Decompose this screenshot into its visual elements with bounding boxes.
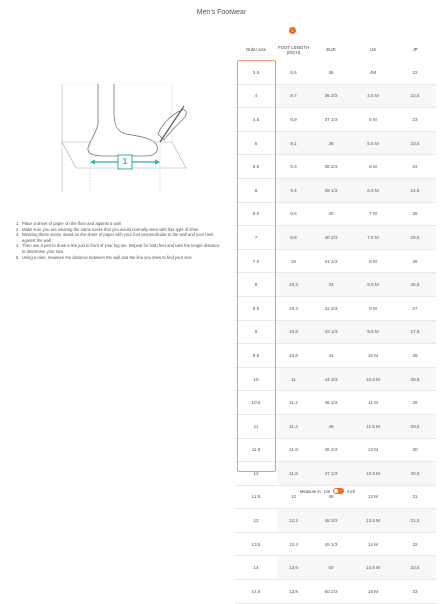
jp-cell: 22,5 (394, 84, 436, 108)
foot-length-cell: 12,2 (277, 509, 310, 533)
foot-length-cell: 12,4 (277, 532, 310, 556)
jp-cell: 29,5 (394, 414, 436, 438)
table-header (235, 40, 436, 59)
us-cell: 15 M (352, 580, 394, 604)
foot-length-cell: 9,3 (277, 155, 310, 179)
jp-cell: 30 (394, 438, 436, 462)
us-cell: 13.5 M (352, 509, 394, 533)
us-cell: 10 M (352, 344, 394, 368)
eur-cell: 42 (310, 273, 352, 297)
step-number-label: 1 (122, 157, 128, 166)
order-size-cell[interactable]: 5 (235, 131, 277, 155)
eur-cell: 41 1/3 (310, 249, 352, 273)
us-cell: 9 M (352, 296, 394, 320)
jp-cell: 24 (394, 155, 436, 179)
order-size-cell[interactable]: 7 (235, 226, 277, 250)
foot-length-cell: 8,7 (277, 84, 310, 108)
jp-cell: 26,5 (394, 273, 436, 297)
foot-length-cell: 12 (277, 485, 310, 509)
foot-length-cell: 8,5 (277, 61, 310, 84)
jp-cell: 32 (394, 532, 436, 556)
jp-cell: 30,5 (394, 462, 436, 486)
order-size-cell[interactable]: 9.5 (235, 344, 277, 368)
us-cell: 11.5 M (352, 414, 394, 438)
us-cell: 8.5 M (352, 273, 394, 297)
eur-cell: 50 (310, 556, 352, 580)
foot-measure-illustration (60, 84, 190, 192)
jp-cell: 33 (394, 580, 436, 604)
jp-cell: 23 (394, 108, 436, 132)
foot-length-cell: 9,8 (277, 226, 310, 250)
order-size-cell[interactable]: 14.5 (235, 580, 277, 604)
jp-cell: 28 (394, 344, 436, 368)
order-size-cell[interactable]: 9 (235, 320, 277, 344)
eur-cell: 49 1/3 (310, 532, 352, 556)
order-size-cell[interactable]: 12 (235, 462, 277, 486)
foot-length-cell: 10,8 (277, 344, 310, 368)
us-cell: 11 M (352, 391, 394, 415)
us-cell: 10.5 M (352, 367, 394, 391)
us-cell: 7.5 M (352, 226, 394, 250)
eur-cell: 37 1/3 (310, 108, 352, 132)
jp-cell: 28,5 (394, 367, 436, 391)
order-size-cell[interactable]: 7.5 (235, 249, 277, 273)
us-cell: 5.5 M (352, 131, 394, 155)
table-row[interactable] (235, 580, 436, 604)
instruction-item: 3. Wearing these socks, stand on the sheet of paper with your foot perpendicular to the wall and your heel against the wall (16, 232, 214, 243)
header-foot-length: FOOT LENGTH (INCH) (277, 44, 310, 55)
order-size-cell[interactable]: 13 (235, 509, 277, 533)
foot-length-cell: 12,8 (277, 580, 310, 604)
eur-cell: 47 1/3 (310, 462, 352, 486)
eur-cell: 38 2/3 (310, 155, 352, 179)
us-cell: 6 M (352, 155, 394, 179)
eur-cell: 38 (310, 131, 352, 155)
us-cell: 14 M (352, 532, 394, 556)
eur-cell: 48 (310, 485, 352, 509)
jp-cell: 26 (394, 249, 436, 273)
us-cell: 6.5 M (352, 178, 394, 202)
unit-toggle-switch[interactable] (333, 488, 344, 494)
order-size-cell[interactable]: 14 (235, 556, 277, 580)
eur-cell: 46 2/3 (310, 438, 352, 462)
order-size-cell[interactable]: 4.5 (235, 108, 277, 132)
unit-cm-label[interactable]: Cm (323, 488, 331, 494)
jp-cell: 32,5 (394, 556, 436, 580)
instruction-item: 5. Using a ruler, measure the distance between the wall and the line you drew to find your size (16, 254, 192, 260)
eur-cell: 50 2/3 (310, 580, 352, 604)
foot-length-cell: 10,2 (277, 273, 310, 297)
order-size-cell[interactable]: 11 (235, 414, 277, 438)
jp-cell: 25,5 (394, 226, 436, 250)
instruction-item: 1. Place a sheet of paper on the floor and against a wall (16, 221, 121, 226)
foot-length-cell: 11 (277, 367, 310, 391)
eur-cell: 46 (310, 414, 352, 438)
foot-length-cell: 8,9 (277, 108, 310, 132)
eur-cell: 40 (310, 202, 352, 226)
order-size-cell[interactable]: 8.5 (235, 296, 277, 320)
eur-cell: 42 2/3 (310, 296, 352, 320)
eur-cell: 36 (310, 61, 352, 84)
unit-inch-label[interactable]: Inch (347, 488, 356, 494)
header-us: US (369, 47, 377, 52)
order-size-cell[interactable]: 6 (235, 178, 277, 202)
header-eur: EUR (326, 47, 336, 52)
page-title: Men's Footwear (196, 9, 247, 16)
foot-length-cell: 9,4 (277, 178, 310, 202)
us-cell: 12.5 M (352, 462, 394, 486)
header-order-size: Order size (245, 47, 267, 52)
us-cell: 4.5 M (352, 84, 394, 108)
jp-cell: 31,5 (394, 509, 436, 533)
order-size-column-highlight (237, 60, 276, 472)
us-cell: 12 M (352, 438, 394, 462)
instruction-item: 2. Make sure you are wearing the same socks that you would normally wear with this type of shoe (16, 226, 199, 232)
jp-cell: 29 (394, 391, 436, 415)
foot-length-cell: 10,4 (277, 296, 310, 320)
order-size-cell[interactable]: 4 (235, 84, 277, 108)
eur-cell: 43 1/3 (310, 320, 352, 344)
order-size-cell[interactable]: 6.5 (235, 202, 277, 226)
jp-cell: 27 (394, 296, 436, 320)
foot-length-cell: 9,6 (277, 202, 310, 226)
foot-length-cell: 11,4 (277, 414, 310, 438)
foot-length-cell: 11,8 (277, 462, 310, 486)
us-cell: 8 M (352, 249, 394, 273)
unit-toggle-row (300, 486, 355, 496)
info-badge[interactable]: 1 (289, 27, 296, 34)
foot-length-cell: 12,6 (277, 556, 310, 580)
order-size-cell[interactable]: 8 (235, 273, 277, 297)
foot-length-cell: 9,1 (277, 131, 310, 155)
order-size-cell[interactable]: 5.5 (235, 155, 277, 179)
instruction-item: 4. Then use a pen to draw a line just in front of your big toe. Repeat for both feet and take the longer distance to determine your size (16, 243, 220, 254)
jp-cell: 27,5 (394, 320, 436, 344)
us-cell: 9.5 M (352, 320, 394, 344)
unit-toggle-label: Measure in (300, 488, 321, 494)
eur-cell: 36 2/3 (310, 84, 352, 108)
foot-length-cell: 10,6 (277, 320, 310, 344)
order-size-cell[interactable]: 10 (235, 367, 277, 391)
jp-cell: 23,5 (394, 131, 436, 155)
us-cell: 13 M (352, 485, 394, 509)
foot-length-cell: 11,2 (277, 391, 310, 415)
eur-cell: 44 (310, 344, 352, 368)
table-row[interactable] (235, 509, 436, 533)
order-size-cell[interactable]: 10.5 (235, 391, 277, 415)
eur-cell: 44 2/3 (310, 367, 352, 391)
order-size-cell[interactable]: 3.5 (235, 61, 277, 84)
foot-length-cell: 11,6 (277, 438, 310, 462)
order-size-cell[interactable]: 13.5 (235, 532, 277, 556)
us-cell: 5 M (352, 108, 394, 132)
jp-cell: 24,5 (394, 178, 436, 202)
eur-cell: 39 1/3 (310, 178, 352, 202)
us-cell: 4M (352, 61, 394, 84)
order-size-cell[interactable]: 12.5 (235, 485, 277, 509)
header-jp: JP (412, 47, 418, 52)
foot-length-cell: 10 (277, 249, 310, 273)
us-cell: 7 M (352, 202, 394, 226)
table-row[interactable] (235, 556, 436, 580)
measuring-instructions (16, 221, 221, 260)
order-size-cell[interactable]: 11.5 (235, 438, 277, 462)
eur-cell: 45 1/3 (310, 391, 352, 415)
table-row[interactable] (235, 532, 436, 556)
eur-cell: 40 2/3 (310, 226, 352, 250)
jp-cell: 31 (394, 485, 436, 509)
jp-cell: 22 (394, 61, 436, 84)
us-cell: 14.5 M (352, 556, 394, 580)
jp-cell: 25 (394, 202, 436, 226)
eur-cell: 48 2/3 (310, 509, 352, 533)
